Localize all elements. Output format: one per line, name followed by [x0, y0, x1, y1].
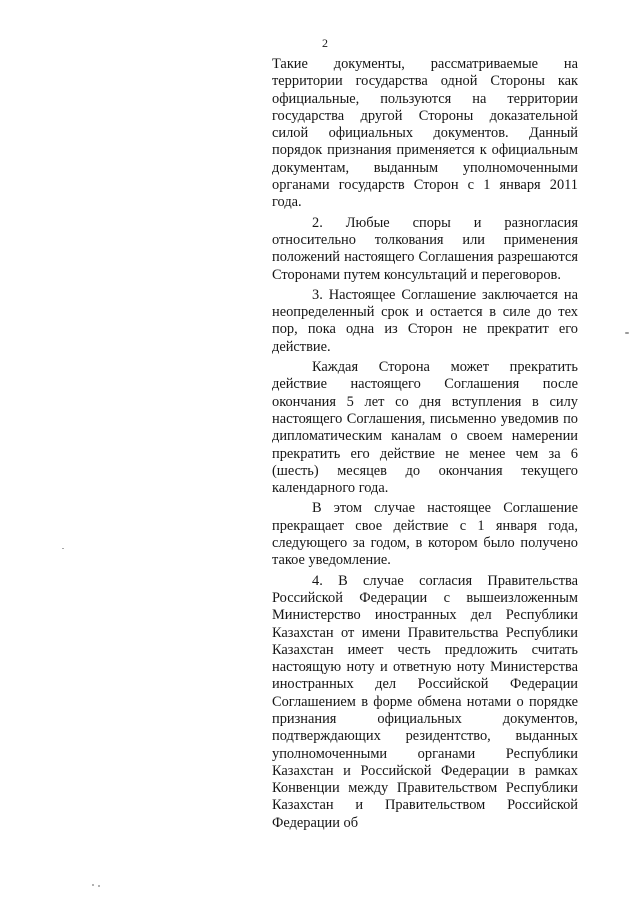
paragraph-termination: Каждая Сторона может прекратить действие настоящего Соглашения после окончания 5 лет со дня вступления в силу настоящего Соглашения, письменно уведомив по дипломатическим каналам о своем намерении прекратить его действие не менее чем за 6 (шесть) месяцев до окончания текущего календарного года. — [272, 359, 578, 497]
scan-speck — [98, 885, 100, 887]
scan-speck — [62, 548, 64, 549]
scan-speck — [92, 884, 94, 886]
paragraph-clause-4: 4. В случае согласия Правительства Российской Федерации с вышеизложенным Министерство иностранных дел Республики Казахстан от имени Правительства Республики Казахстан имеет честь предложить считать настоящую ноту и ответную ноту Министерства иностранных дел Российской Федерации Соглашением в форме обмена нотами о порядке признания официальных документов, подтверждающих резидентство, выданных уполномоченными органами Республики Казахстан и Российской Федерации в рамках Конвенции между Правительством Республики Казахстан и Правительством Российской Федерации об — [272, 572, 578, 831]
document-body — [272, 56, 578, 832]
scan-speck — [625, 332, 629, 334]
paragraph-clause-3: 3. Настоящее Соглашение заключается на неопределенный срок и остается в силе до тех пор, пока одна из Сторон не прекратит его действие. — [272, 286, 578, 355]
paragraph-clause-2: 2. Любые споры и разногласия относительно толкования или применения положений настоящего Соглашения разрешаются Сторонами путем консультаций и переговоров. — [272, 214, 578, 283]
paragraph-termination-effect: В этом случае настоящее Соглашение прекращает свое действие с 1 января года, следующего за годом, в котором было получено такое уведомление. — [272, 500, 578, 569]
page-number: 2 — [322, 36, 328, 50]
paragraph-continuation: Такие документы, рассматриваемые на территории государства одной Стороны как официальные, пользуются на территории государства другой Стороны доказательной силой официальных документов. Данный порядок признания применяется к официальным документам, выданным уполномоченными органами государств Сторон с 1 января 2011 года. — [272, 56, 578, 211]
